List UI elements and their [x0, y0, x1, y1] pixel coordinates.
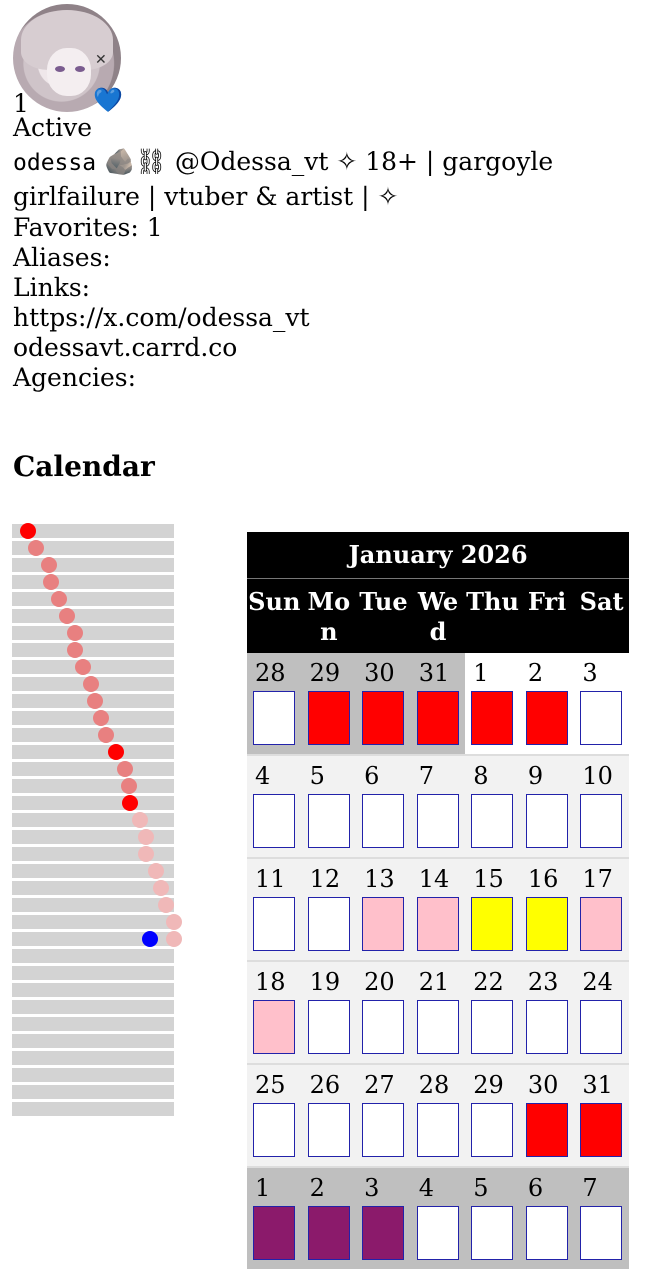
favorites-text: Favorites: 1: [13, 213, 163, 242]
chart-row-stripe: [12, 558, 174, 572]
calendar-day[interactable]: [465, 653, 520, 754]
calendar-day[interactable]: [302, 1065, 357, 1166]
calendar-day[interactable]: [356, 1065, 411, 1166]
day-number: 28: [418, 1071, 450, 1099]
weekday-thu: Thu: [466, 587, 519, 616]
calendar-day[interactable]: [574, 1168, 629, 1269]
day-number: 29: [473, 1071, 504, 1099]
chart-row-stripe: [12, 1085, 174, 1099]
chart-dot[interactable]: [132, 812, 148, 828]
day-number: 1: [473, 659, 489, 687]
chart-dot[interactable]: [153, 880, 169, 896]
day-status-box: [362, 897, 404, 951]
calendar-day[interactable]: [520, 756, 575, 857]
calendar-day[interactable]: [574, 962, 629, 1063]
day-status-box: [526, 1103, 568, 1157]
day-number: 7: [418, 762, 434, 790]
calendar-day[interactable]: [411, 859, 466, 960]
chart-row-stripe: [12, 660, 174, 674]
calendar-day[interactable]: [465, 1065, 520, 1166]
day-status-box: [362, 794, 404, 848]
day-number: 29: [309, 659, 341, 687]
profile-section: [13, 0, 653, 392]
chart-row-stripe: [12, 745, 174, 759]
chart-dot[interactable]: [166, 914, 182, 930]
day-number: 2: [527, 659, 544, 687]
chart-row-stripe: [12, 728, 174, 742]
day-status-box: [362, 1103, 404, 1157]
day-status-box: [253, 1103, 295, 1157]
calendar-day[interactable]: [411, 756, 466, 857]
day-number: 14: [418, 865, 450, 893]
calendar-day[interactable]: [302, 962, 357, 1063]
display-name: odessa: [13, 150, 97, 176]
weekday-wed: Wed: [417, 587, 459, 646]
day-status-box: [253, 691, 295, 745]
calendar-week: [247, 960, 629, 1063]
day-number: 4: [255, 762, 271, 790]
day-number: 13: [364, 865, 395, 893]
calendar-day[interactable]: [520, 962, 575, 1063]
chart-dot[interactable]: [121, 778, 137, 794]
day-number: 23: [527, 968, 559, 996]
day-number: 10: [582, 762, 613, 790]
day-number: 25: [255, 1071, 286, 1099]
day-number: 18: [255, 968, 286, 996]
link-carrd[interactable]: odessavt.carrd.co: [13, 333, 238, 362]
chart-row-stripe: [12, 983, 174, 997]
day-status-box: [580, 691, 622, 745]
day-number: 22: [473, 968, 504, 996]
day-status-box: [417, 897, 459, 951]
calendar-day[interactable]: [302, 653, 357, 754]
chart-dot[interactable]: [87, 693, 103, 709]
heart-icon[interactable]: 💙: [93, 86, 123, 114]
chart-dot[interactable]: [51, 591, 67, 607]
chart-dot[interactable]: [108, 744, 124, 760]
day-status-box: [580, 897, 622, 951]
day-status-box: [417, 794, 459, 848]
day-status-box: [471, 1103, 513, 1157]
chart-row-stripe: [12, 1034, 174, 1048]
calendar-day[interactable]: [302, 859, 357, 960]
calendar-day[interactable]: [465, 962, 520, 1063]
day-number: 28: [255, 659, 286, 687]
day-number: 30: [527, 1071, 559, 1099]
day-number: 4: [418, 1174, 434, 1202]
day-number: 2: [309, 1174, 325, 1202]
chart-row-stripe: [12, 1068, 174, 1082]
day-number: 27: [364, 1071, 395, 1099]
calendar-day[interactable]: [574, 653, 629, 754]
day-number: 12: [309, 865, 341, 893]
calendar-day[interactable]: [411, 962, 466, 1063]
chart-row-stripe: [12, 898, 174, 912]
calendar-day[interactable]: [356, 653, 411, 754]
day-status-box: [362, 691, 404, 745]
day-status-box: [580, 1206, 622, 1260]
day-status-box: [417, 1000, 459, 1054]
day-status-box: [417, 691, 459, 745]
calendar-week: [247, 653, 629, 754]
weekday-sun: Sun: [248, 587, 301, 616]
calendar-week: [247, 857, 629, 960]
avatar[interactable]: ✕: [13, 4, 121, 112]
day-status-box: [308, 691, 350, 745]
status-text: Active: [13, 113, 93, 142]
day-number: 1: [255, 1174, 271, 1202]
calendar-day[interactable]: [247, 653, 302, 754]
day-number: 24: [582, 968, 613, 996]
chart-dot[interactable]: [142, 931, 158, 947]
day-number: 6: [527, 1174, 544, 1202]
day-status-box: [526, 691, 568, 745]
day-number: 3: [582, 659, 598, 687]
calendar-heading: Calendar: [13, 450, 155, 483]
calendar-day[interactable]: [574, 1065, 629, 1166]
day-number: 19: [309, 968, 341, 996]
day-number: 17: [582, 865, 613, 893]
calendar-day[interactable]: [520, 1065, 575, 1166]
chart-row-stripe: [12, 524, 174, 538]
link-x[interactable]: https://x.com/odessa_vt: [13, 303, 310, 332]
chart-row-stripe: [12, 779, 174, 793]
day-number: 15: [473, 865, 504, 893]
chart-row-stripe: [12, 881, 174, 895]
day-status-box: [362, 1000, 404, 1054]
chart-row-stripe: [12, 813, 174, 827]
day-status-box: [253, 1000, 295, 1054]
day-number: 8: [473, 762, 489, 790]
calendar-day[interactable]: [465, 756, 520, 857]
day-status-box: [417, 1206, 459, 1260]
day-status-box: [308, 1000, 350, 1054]
day-status-box: [580, 1000, 622, 1054]
calendar-day[interactable]: [411, 653, 466, 754]
chart-row-stripe: [12, 915, 174, 929]
calendar-week: [247, 1166, 629, 1269]
calendar-grid: [247, 653, 629, 1269]
day-status-box: [308, 1103, 350, 1157]
chart-dot[interactable]: [158, 897, 174, 913]
day-number: 31: [418, 659, 450, 687]
day-number: 7: [582, 1174, 598, 1202]
calendar-day[interactable]: [356, 962, 411, 1063]
display-name-bio: [13, 147, 553, 178]
calendar-week: [247, 1063, 629, 1166]
calendar-day[interactable]: [411, 1168, 466, 1269]
day-number: 20: [364, 968, 395, 996]
aliases-label: Aliases:: [13, 243, 111, 272]
weekday-mon: Mon: [307, 587, 351, 646]
chart-dot[interactable]: [166, 931, 182, 947]
day-number: 5: [309, 762, 325, 790]
avatar-wrap: [13, 4, 125, 116]
calendar-day[interactable]: [574, 756, 629, 857]
chart-row-stripe: [12, 796, 174, 810]
agencies-label: Agencies:: [13, 363, 136, 392]
favorite-count: 1: [13, 89, 29, 118]
calendar-day[interactable]: [520, 859, 575, 960]
chart-row-stripe: [12, 609, 174, 623]
day-status-box: [253, 897, 295, 951]
day-number: 3: [364, 1174, 380, 1202]
day-number: 9: [527, 762, 544, 790]
day-status-box: [471, 794, 513, 848]
chart-row-stripe: [12, 762, 174, 776]
calendar-day[interactable]: [574, 859, 629, 960]
calendar-day[interactable]: [356, 756, 411, 857]
chart-dot[interactable]: [43, 574, 59, 590]
day-number: 21: [418, 968, 450, 996]
calendar-day[interactable]: [520, 653, 575, 754]
day-status-box: [253, 1206, 295, 1260]
weekday-fri: Fri: [527, 587, 567, 616]
calendar-day[interactable]: [247, 859, 302, 960]
day-status-box: [417, 1103, 459, 1157]
calendar-day[interactable]: [465, 1168, 520, 1269]
day-number: 16: [527, 865, 559, 893]
day-status-box: [526, 794, 568, 848]
chart-row-stripe: [12, 949, 174, 963]
bio-line-2: girlfailure | vtuber & artist | ✧: [13, 182, 399, 211]
day-status-box: [471, 1206, 513, 1260]
day-status-box: [471, 691, 513, 745]
chart-row-stripe: [12, 575, 174, 589]
chart-row-stripe: [12, 592, 174, 606]
calendar-day[interactable]: [520, 1168, 575, 1269]
calendar-day[interactable]: [247, 1168, 302, 1269]
calendar-title: January 2026: [247, 532, 629, 578]
day-status-box: [526, 897, 568, 951]
day-status-box: [471, 1000, 513, 1054]
calendar-day[interactable]: [411, 1065, 466, 1166]
weekday-header: [247, 578, 629, 653]
day-number: 26: [309, 1071, 341, 1099]
chart-row-stripe: [12, 1102, 174, 1116]
chart-row-stripe: [12, 626, 174, 640]
day-status-box: [471, 897, 513, 951]
day-status-box: [362, 1206, 404, 1260]
day-number: 30: [364, 659, 395, 687]
calendar-day[interactable]: [356, 1168, 411, 1269]
calendar-day[interactable]: [302, 1168, 357, 1269]
chart-dot[interactable]: [59, 608, 75, 624]
weekday-sat: Sat: [579, 587, 624, 616]
chart-row-stripe: [12, 966, 174, 980]
weekday-tue: Tue: [359, 587, 408, 616]
chart-row-stripe: [12, 1051, 174, 1065]
day-status-box: [580, 1103, 622, 1157]
day-status-box: [253, 794, 295, 848]
calendar-widget: [247, 532, 629, 1269]
links-label: Links:: [13, 273, 91, 302]
day-number: 6: [364, 762, 380, 790]
activity-dot-chart: [12, 522, 187, 1152]
calendar-day[interactable]: [247, 1065, 302, 1166]
chart-dot[interactable]: [93, 710, 109, 726]
chart-row-stripe: [12, 1017, 174, 1031]
day-number: 11: [255, 865, 286, 893]
day-number: 31: [582, 1071, 613, 1099]
calendar-day[interactable]: [465, 859, 520, 960]
day-status-box: [526, 1000, 568, 1054]
calendar-day[interactable]: [356, 859, 411, 960]
day-status-box: [308, 794, 350, 848]
chart-row-stripe: [12, 643, 174, 657]
day-status-box: [308, 1206, 350, 1260]
calendar-week: [247, 754, 629, 857]
day-status-box: [580, 794, 622, 848]
chart-dot[interactable]: [98, 727, 114, 743]
day-number: 5: [473, 1174, 489, 1202]
chart-row-stripe: [12, 1000, 174, 1014]
calendar-day[interactable]: [302, 756, 357, 857]
bio-line-1: 🪨⛓ @Odessa_vt ✧ 18+ | gargoyle: [104, 147, 554, 176]
day-status-box: [526, 1206, 568, 1260]
day-status-box: [308, 897, 350, 951]
calendar-day[interactable]: [247, 756, 302, 857]
calendar-day[interactable]: [247, 962, 302, 1063]
